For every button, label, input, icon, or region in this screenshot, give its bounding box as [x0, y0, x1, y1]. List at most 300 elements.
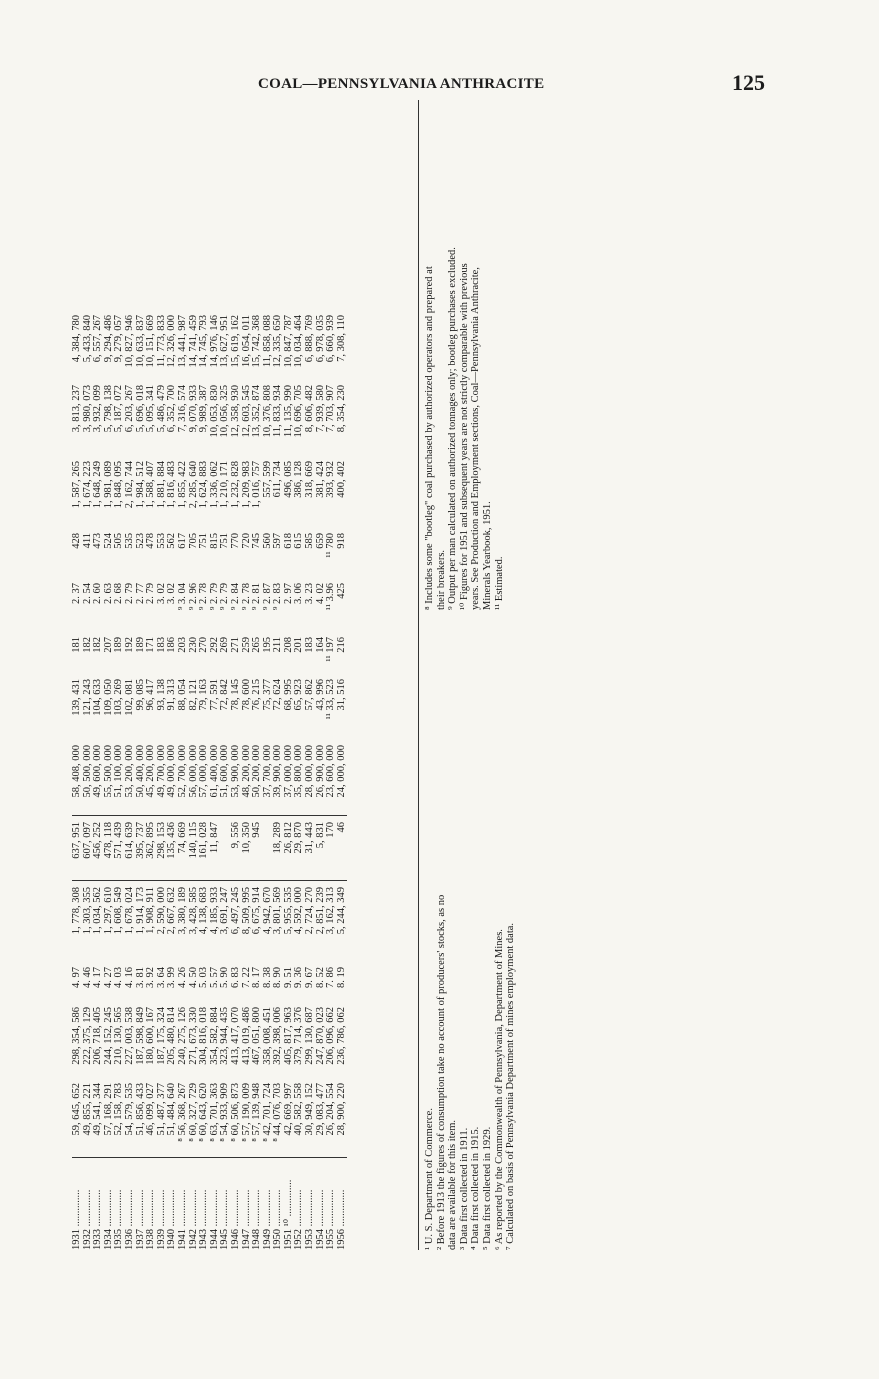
table-row	[125, 309, 136, 1250]
value-cell: 2. 63	[102, 583, 114, 604]
footnote: ⁹ Output per man calculated on authorized tonnages only; bootleg purchases excluded.	[447, 247, 459, 610]
value-cell: 9. 36	[293, 967, 305, 988]
value-cell: 53, 900, 000	[231, 739, 242, 816]
value-cell: 75, 377	[261, 679, 273, 711]
value-cell: 505	[113, 533, 125, 549]
value-cell: 1, 848, 095	[113, 461, 125, 509]
value-cell: 271	[229, 637, 241, 653]
year-cell: 1945 ..............	[219, 1189, 231, 1250]
value-cell: 815	[208, 533, 220, 549]
value-cell: 9, 294, 486	[102, 315, 114, 363]
year-cell: 1938 ..............	[145, 1189, 157, 1250]
value-cell: ¹¹ 33, 523	[325, 679, 337, 720]
value-cell: 210, 130, 565	[113, 1007, 125, 1065]
value-cell: 170	[326, 816, 337, 881]
value-cell: 206, 096, 662	[325, 1007, 337, 1065]
value-cell: 14, 745, 793	[198, 315, 210, 368]
value-cell: 51, 487, 377	[157, 1077, 168, 1158]
value-cell: 183	[304, 637, 316, 653]
value-cell: 51, 484, 640	[167, 1077, 178, 1158]
value-cell: ⁹ 2. 78	[198, 583, 210, 611]
value-cell: 381, 424	[314, 461, 326, 498]
value-cell: 3. 99	[166, 967, 178, 988]
value-cell: 26, 900, 000	[316, 739, 327, 816]
value-cell: 1, 608, 549	[113, 887, 125, 935]
value-cell: 206, 718, 405	[92, 1007, 104, 1065]
value-cell: 91, 313	[166, 679, 178, 711]
value-cell: 18, 289	[273, 816, 284, 881]
value-cell: 171	[145, 637, 157, 653]
value-cell: 4, 942, 670	[261, 887, 273, 935]
value-cell: 192	[123, 637, 135, 653]
footnote: ⁸ Includes some "bootleg" coal purchased by authorized operators and prepared at	[424, 266, 435, 610]
year-cell: 1932 ..............	[81, 1189, 93, 1250]
table-row	[231, 309, 242, 1250]
value-cell: 82, 121	[187, 679, 199, 711]
value-cell: 78, 145	[229, 679, 241, 711]
value-cell: 182	[92, 637, 104, 653]
value-cell: 8. 19	[335, 967, 347, 988]
value-cell: 74, 669	[178, 816, 189, 881]
value-cell: 183	[155, 637, 167, 653]
value-cell: 3. 92	[145, 967, 157, 988]
value-cell: 425	[335, 583, 347, 599]
value-cell: 611, 734	[272, 461, 284, 498]
value-cell: 99, 085	[134, 679, 146, 711]
value-cell: 4. 16	[123, 967, 135, 988]
year-cell: 1941 ..............	[176, 1189, 188, 1250]
value-cell: 14, 741, 459	[187, 315, 199, 368]
value-cell: 7, 939, 580	[314, 385, 326, 433]
value-cell: 11, 858, 088	[261, 315, 273, 368]
value-cell: 28, 900, 220	[337, 1077, 348, 1158]
year-cell: 1933 ..............	[92, 1189, 104, 1250]
value-cell: ⁹ 2. 83	[272, 583, 284, 611]
value-cell: 2. 60	[92, 583, 104, 604]
value-cell: 59, 645, 652	[72, 1077, 83, 1158]
value-cell: 7, 703, 907	[325, 385, 337, 433]
value-cell: 30, 949, 152	[305, 1077, 316, 1158]
value-cell: 10, 053, 830	[208, 385, 220, 438]
value-cell: 12, 335, 650	[272, 315, 284, 368]
year-cell: 1943 ..............	[198, 1189, 210, 1250]
year-cell: 1952 ..............	[293, 1189, 305, 1250]
year-cell: 1937 ..............	[134, 1189, 146, 1250]
value-cell: 5, 696, 018	[134, 385, 146, 433]
value-cell: 230	[187, 637, 199, 653]
value-cell: 79, 163	[198, 679, 210, 711]
value-cell: 77, 591	[208, 679, 220, 711]
value-cell: 478	[145, 533, 157, 549]
value-cell: 37, 000, 000	[284, 739, 295, 816]
value-cell: 2. 79	[145, 583, 157, 604]
value-cell: 15, 742, 368	[251, 315, 263, 368]
value-cell: 96, 417	[145, 679, 157, 711]
value-cell: 4. 26	[176, 967, 188, 988]
value-cell: 400, 402	[335, 461, 347, 498]
value-cell: ⁹ 2. 81	[251, 583, 263, 611]
value-cell: 46	[337, 816, 348, 881]
value-cell: 9, 989, 387	[198, 385, 210, 433]
value-cell: 15, 619, 162	[229, 315, 241, 368]
value-cell: 562	[166, 533, 178, 549]
value-cell: 11, 847	[210, 816, 221, 881]
value-cell: ⁸ 44, 076, 703	[273, 1077, 284, 1158]
value-cell: 9. 51	[282, 967, 294, 988]
year-cell: 1950 ..............	[272, 1189, 284, 1250]
footnote: data are available for this item.	[447, 1119, 459, 1250]
value-cell: 56, 000, 000	[189, 739, 200, 816]
value-cell: 1, 914, 173	[134, 887, 146, 935]
value-cell: 1, 624, 883	[198, 461, 210, 509]
value-cell: 10, 056, 325	[219, 385, 231, 438]
year-cell: 1940 ..............	[166, 1189, 178, 1250]
value-cell: 557, 599	[261, 461, 273, 498]
footnote: ⁵ Data first collected in 1929.	[481, 1126, 493, 1250]
value-cell: 57, 000, 000	[199, 739, 210, 816]
year-cell: 1949 ..............	[261, 1189, 273, 1250]
value-cell: 180, 600, 167	[145, 1007, 157, 1065]
footnote: ¹ U. S. Department of Commerce.	[424, 1108, 435, 1250]
year-cell: 1939 ..............	[155, 1189, 167, 1250]
value-cell: 395, 737	[136, 816, 147, 881]
value-cell: 8, 606, 482	[304, 385, 316, 433]
value-cell: 7. 22	[240, 967, 252, 988]
value-cell: 2, 590, 000	[155, 887, 167, 935]
value-cell: 7. 86	[325, 967, 337, 988]
value-cell: 4. 50	[187, 967, 199, 988]
footnote: Minerals Yearbook, 1951.	[481, 501, 493, 610]
value-cell: 5, 433, 840	[81, 315, 93, 363]
value-cell: 299, 130, 687	[304, 1007, 316, 1065]
value-cell: 1, 778, 308	[71, 887, 82, 935]
value-cell: 3. 06	[293, 583, 305, 604]
value-cell: 467, 051, 800	[251, 1007, 263, 1065]
value-cell: 140, 115	[189, 816, 200, 881]
value-cell: 207	[102, 637, 114, 653]
value-cell: 269	[219, 637, 231, 653]
year-cell: 1942 ..............	[187, 1189, 199, 1250]
value-cell: 8, 509, 995	[240, 887, 252, 935]
value-cell: 16, 054, 011	[240, 315, 252, 368]
footnote: ⁴ Data first collected in 1915.	[470, 1126, 482, 1250]
value-cell: 5, 831	[316, 816, 327, 881]
value-cell: 78, 600	[240, 679, 252, 711]
value-cell: 48, 200, 000	[242, 739, 253, 816]
value-cell: 236, 786, 062	[335, 1007, 347, 1065]
value-cell: 354, 582, 884	[208, 1007, 220, 1065]
value-cell: 10, 350	[242, 816, 253, 881]
value-cell: 13, 441, 987	[176, 315, 188, 368]
value-cell: 205, 480, 814	[166, 1007, 178, 1065]
value-cell: 208	[282, 637, 294, 653]
footnotes-left	[424, 790, 517, 1250]
year-cell: 1954 ..............	[314, 1189, 326, 1250]
value-cell: 751	[219, 533, 231, 549]
value-cell: 5, 486, 479	[155, 385, 167, 433]
value-cell: 109, 050	[102, 679, 114, 716]
value-cell: ⁸ 60, 643, 620	[199, 1077, 210, 1158]
value-cell: 1, 016, 757	[251, 461, 263, 509]
value-cell: 3, 691, 247	[219, 887, 231, 935]
value-cell: 216	[335, 637, 347, 653]
value-cell: 3. 02	[166, 583, 178, 604]
value-cell: 1, 588, 407	[145, 461, 157, 509]
footnotes-right	[424, 110, 505, 610]
value-cell: 1, 881, 884	[155, 461, 167, 509]
value-cell: 46, 099, 027	[146, 1077, 157, 1158]
value-cell: 12, 358, 930	[229, 385, 241, 438]
value-cell: 51, 600, 000	[220, 739, 231, 816]
value-cell: ¹¹ 780	[325, 533, 337, 558]
value-cell: 13, 352, 874	[251, 385, 263, 438]
value-cell: 11, 833, 934	[272, 385, 284, 438]
value-cell: 135, 436	[167, 816, 178, 881]
value-cell: 23, 600, 000	[326, 739, 337, 816]
value-cell: 13, 627, 951	[219, 315, 231, 368]
value-cell: 523	[134, 533, 146, 549]
value-cell: 1, 210, 171	[219, 461, 231, 509]
value-cell: 11, 135, 990	[282, 385, 294, 438]
value-cell: 386, 128	[293, 461, 305, 498]
value-cell: 68, 995	[282, 679, 294, 711]
value-cell: 51, 100, 000	[114, 739, 125, 816]
value-cell: 618	[282, 533, 294, 549]
value-cell: 1, 674, 223	[81, 461, 93, 509]
value-cell: 52, 700, 000	[178, 739, 189, 816]
value-cell: 318, 669	[304, 461, 316, 498]
year-cell: 1946 ..............	[229, 1189, 241, 1250]
value-cell: 42, 669, 997	[284, 1077, 295, 1158]
value-cell: 29, 870	[294, 816, 305, 881]
value-cell: 8. 90	[272, 967, 284, 988]
value-cell: 918	[335, 533, 347, 549]
value-cell: 49, 600, 000	[93, 739, 104, 816]
value-cell: 45, 200, 000	[146, 739, 157, 816]
footnote: ³ Data first collected in 1911.	[458, 1127, 470, 1250]
value-cell: 1, 678, 024	[123, 887, 135, 935]
value-cell: 1, 855, 422	[176, 461, 188, 509]
value-cell: 571, 439	[114, 816, 125, 881]
value-cell: 2. 54	[81, 583, 93, 604]
value-cell: 57, 168, 291	[104, 1077, 115, 1158]
value-cell: 1, 336, 062	[208, 461, 220, 509]
value-cell: 181	[71, 637, 82, 653]
value-cell: 222, 375, 129	[81, 1007, 93, 1065]
value-cell: 659	[314, 533, 326, 549]
value-cell: 473	[92, 533, 104, 549]
value-cell: 428	[71, 533, 82, 549]
year-cell: 1953 ..............	[304, 1189, 316, 1250]
value-cell: 637, 951	[72, 816, 83, 881]
year-cell: 1934 ..............	[102, 1189, 114, 1250]
value-cell: 615	[293, 533, 305, 549]
footnote: ⁷ Calculated on basis of Pennsylvania Department of mines employment data.	[505, 922, 517, 1250]
value-cell: 5, 095, 341	[145, 385, 157, 433]
statistics-table	[72, 309, 347, 1251]
value-cell: 5, 955, 535	[282, 887, 294, 935]
value-cell: 413, 417, 070	[229, 1007, 241, 1065]
value-cell: 6, 497, 245	[229, 887, 241, 935]
value-cell: 4, 592, 000	[293, 887, 305, 935]
value-cell: 88, 054	[176, 679, 188, 711]
value-cell: 43, 996	[314, 679, 326, 711]
value-cell: 496, 085	[282, 461, 294, 498]
value-cell: 3, 801, 569	[272, 887, 284, 935]
value-cell: 182	[81, 637, 93, 653]
value-cell: 705	[187, 533, 199, 549]
value-cell: 1, 034, 562	[92, 887, 104, 935]
value-cell: 770	[229, 533, 241, 549]
footnote: ¹⁰ Figures for 1951 and subsequent years are not strictly comparable with previous	[458, 263, 470, 610]
year-cell: 1936 ..............	[123, 1189, 135, 1250]
value-cell: 58, 408, 000	[72, 739, 83, 816]
value-cell: 2, 667, 632	[166, 887, 178, 935]
value-cell: 164	[314, 637, 326, 653]
value-cell: 2, 285, 640	[187, 461, 199, 509]
value-cell: 65, 923	[293, 679, 305, 711]
rotated-table-block	[71, 100, 517, 1250]
value-cell: 597	[272, 533, 284, 549]
value-cell: 1, 981, 089	[102, 461, 114, 509]
value-cell: 49, 855, 221	[83, 1077, 94, 1158]
value-cell: 8. 52	[314, 967, 326, 988]
value-cell: 270	[198, 637, 210, 653]
page-number: 125	[732, 70, 765, 95]
value-cell: 1, 303, 355	[81, 887, 93, 935]
value-cell: ⁸ 60, 506, 873	[231, 1077, 242, 1158]
value-cell: 186	[166, 637, 178, 653]
value-cell: 14, 976, 146	[208, 315, 220, 368]
value-cell: 2. 77	[134, 583, 146, 604]
value-cell: 358, 008, 451	[261, 1007, 273, 1065]
value-cell: 2, 162, 744	[123, 461, 135, 509]
value-cell: 52, 158, 783	[114, 1077, 125, 1158]
value-cell: 5, 798, 138	[102, 385, 114, 433]
value-cell: 53, 200, 000	[125, 739, 136, 816]
value-cell: 1, 816, 483	[166, 461, 178, 509]
value-cell: 10, 034, 464	[293, 315, 305, 368]
value-cell: 5, 244, 349	[335, 887, 347, 935]
value-cell: 617	[176, 533, 188, 549]
value-cell: 57, 862	[304, 679, 316, 711]
value-cell: 456, 252	[93, 816, 104, 881]
value-cell: 585	[304, 533, 316, 549]
value-cell: 187, 598, 849	[134, 1007, 146, 1065]
value-cell: 5, 187, 072	[113, 385, 125, 433]
value-cell: 4, 384, 780	[71, 315, 82, 363]
value-cell: 6, 557, 267	[92, 315, 104, 363]
value-cell: 298, 153	[157, 816, 168, 881]
value-cell: 9, 070, 933	[187, 385, 199, 433]
value-cell: 37, 700, 000	[263, 739, 274, 816]
value-cell: 265	[251, 637, 263, 653]
value-cell: 50, 500, 000	[83, 739, 94, 816]
value-cell: 2. 97	[282, 583, 294, 604]
value-cell: 4. 02	[314, 583, 326, 604]
value-cell: 28, 000, 000	[305, 739, 316, 816]
value-cell: 201	[293, 637, 305, 653]
value-cell: 8. 38	[261, 967, 273, 988]
value-cell: 211	[272, 637, 284, 653]
year-cell: 1956 ..............	[335, 1189, 347, 1250]
value-cell: 3, 980, 073	[81, 385, 93, 433]
value-cell: 5. 90	[219, 967, 231, 988]
running-head-title: COAL—PENNSYLVANIA ANTHRACITE	[258, 76, 545, 92]
value-cell: 139, 431	[71, 679, 82, 716]
value-cell: ⁸ 54, 933, 909	[220, 1077, 231, 1158]
value-cell: 2, 724, 270	[304, 887, 316, 935]
value-cell: 751	[198, 533, 210, 549]
value-cell: ⁹ 2. 87	[261, 583, 273, 611]
value-cell: 10, 847, 787	[282, 315, 294, 368]
value-cell: 121, 243	[81, 679, 93, 716]
value-cell: 1, 209, 983	[240, 461, 252, 509]
value-cell: ⁹ 2. 78	[240, 583, 252, 611]
value-cell: 553	[155, 533, 167, 549]
footnote-rule	[418, 100, 419, 1250]
value-cell: 720	[240, 533, 252, 549]
value-cell: 6, 675, 914	[251, 887, 263, 935]
value-cell: 1, 232, 828	[229, 461, 241, 509]
value-cell: 4. 27	[102, 967, 114, 988]
value-cell: 49, 541, 344	[93, 1077, 104, 1158]
table-row	[72, 309, 83, 1250]
value-cell: 405, 817, 963	[282, 1007, 294, 1065]
value-cell: 9, 556	[231, 816, 242, 881]
value-cell: 614, 639	[125, 816, 136, 881]
value-cell: 2. 68	[113, 583, 125, 604]
value-cell: 1, 648, 249	[92, 461, 104, 509]
value-cell: ⁹ 2. 84	[229, 583, 241, 611]
value-cell: 4. 17	[92, 967, 104, 988]
value-cell: 11, 773, 833	[155, 315, 167, 368]
value-cell: 93, 138	[155, 679, 167, 711]
value-cell: 244, 152, 245	[102, 1007, 114, 1065]
value-cell: 187, 175, 324	[155, 1007, 167, 1065]
value-cell: 8. 17	[251, 967, 263, 988]
value-cell: ⁸ 57, 190, 009	[242, 1077, 253, 1158]
value-cell: ⁹ 2. 96	[187, 583, 199, 611]
value-cell: 259	[240, 637, 252, 653]
value-cell: 39, 900, 000	[273, 739, 284, 816]
value-cell: 5. 57	[208, 967, 220, 988]
value-cell: 3, 162, 313	[325, 887, 337, 935]
value-cell: 6. 83	[229, 967, 241, 988]
value-cell: 50, 200, 000	[252, 739, 263, 816]
value-cell: 379, 714, 376	[293, 1007, 305, 1065]
value-cell: 6, 660, 939	[325, 315, 337, 363]
value-cell: 1, 587, 265	[71, 461, 82, 509]
footnote: ⁶ As reported by the Commonwealth of Pennsylvania, Department of Mines.	[493, 929, 505, 1250]
value-cell: 8, 354, 230	[335, 385, 347, 433]
value-cell: 4. 03	[113, 967, 125, 988]
value-cell: 54, 579, 535	[125, 1077, 136, 1158]
value-cell: ¹¹ 197	[325, 637, 337, 662]
table-body	[72, 309, 347, 1250]
value-cell: 524	[102, 533, 114, 549]
value-cell: ⁸ 56, 368, 267	[178, 1077, 189, 1158]
footnote: their breakers.	[435, 549, 447, 610]
year-cell: 1951 ¹⁰ ..............	[282, 1179, 294, 1250]
value-cell: 55, 500, 000	[104, 739, 115, 816]
value-cell: 2, 851, 239	[314, 887, 326, 935]
value-cell: 9, 279, 057	[113, 315, 125, 363]
value-cell: 51, 856, 433	[136, 1077, 147, 1158]
footnote: ² Before 1913 the figures of consumption take no account of producers' stocks, as no	[435, 894, 447, 1250]
value-cell: 3, 428, 585	[187, 887, 199, 935]
value-cell: 607, 097	[83, 816, 94, 881]
